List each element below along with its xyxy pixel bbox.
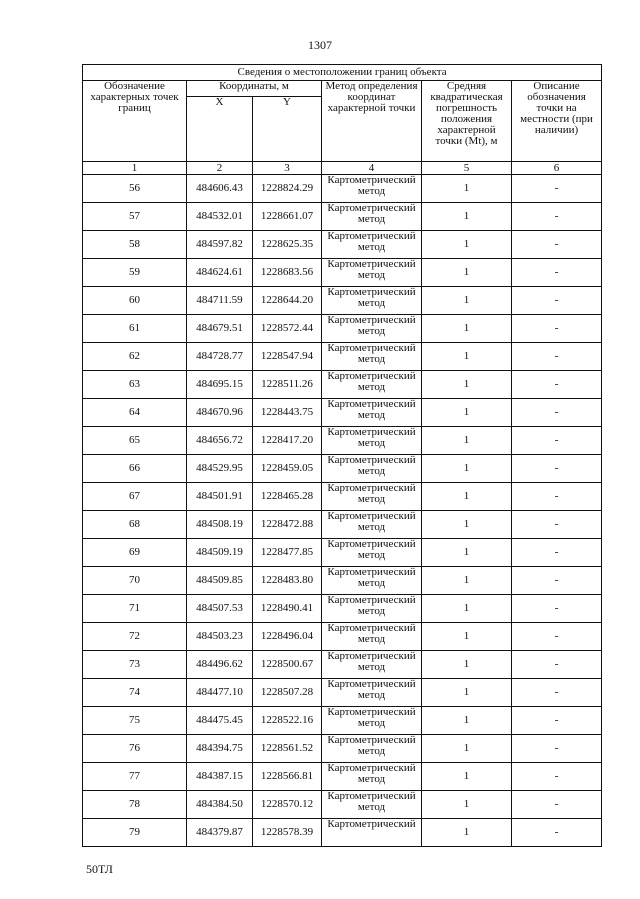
- point-cell: 71: [83, 595, 187, 623]
- table-row: [83, 651, 602, 679]
- table-title: [83, 65, 602, 81]
- y-coordinate-cell: 1228561.52: [253, 735, 322, 763]
- description-cell: -: [512, 791, 602, 819]
- method-cell: [322, 231, 422, 259]
- accuracy-cell: 1: [422, 567, 512, 595]
- accuracy-cell: 1: [422, 427, 512, 455]
- method-cell: [322, 371, 422, 399]
- method-line: Картометрический: [327, 454, 416, 466]
- description-cell: -: [512, 707, 602, 735]
- accuracy-cell: 1: [422, 791, 512, 819]
- y-coordinate-cell: 1228459.05: [253, 455, 322, 483]
- method-line: метод: [357, 605, 386, 617]
- point-cell: 61: [83, 315, 187, 343]
- description-cell: -: [512, 175, 602, 203]
- description-cell: -: [512, 539, 602, 567]
- method-cell: [322, 511, 422, 539]
- y-coordinate-cell: 1228625.35: [253, 231, 322, 259]
- description-cell: -: [512, 287, 602, 315]
- accuracy-cell: 1: [422, 651, 512, 679]
- y-coordinate-cell: 1228443.75: [253, 399, 322, 427]
- header-method: Метод определения координат характерной точки: [322, 81, 422, 162]
- table-row: [83, 595, 602, 623]
- method-cell: [322, 763, 422, 791]
- method-cell: [322, 539, 422, 567]
- x-coordinate-cell: 484679.51: [187, 315, 253, 343]
- description-cell: -: [512, 819, 602, 847]
- table-row: [83, 539, 602, 567]
- x-coordinate-cell: 484496.62: [187, 651, 253, 679]
- method-line: метод: [357, 745, 386, 757]
- x-coordinate-cell: 484624.61: [187, 259, 253, 287]
- method-line: Картометрический: [327, 762, 416, 774]
- table-row: [83, 567, 602, 595]
- x-coordinate-cell: 484695.15: [187, 371, 253, 399]
- method-cell: [322, 287, 422, 315]
- table-row: [83, 819, 602, 847]
- page-number: 1307: [308, 38, 332, 52]
- table-row: [83, 763, 602, 791]
- method-line: метод: [357, 409, 386, 421]
- x-coordinate-cell: 484384.50: [187, 791, 253, 819]
- point-cell: 56: [83, 175, 187, 203]
- method-cell: [322, 819, 422, 847]
- y-coordinate-cell: 1228824.29: [253, 175, 322, 203]
- method-line: метод: [357, 577, 386, 589]
- method-cell: [322, 567, 422, 595]
- accuracy-cell: 1: [422, 819, 512, 847]
- point-cell: 65: [83, 427, 187, 455]
- point-cell: 57: [83, 203, 187, 231]
- description-cell: -: [512, 259, 602, 287]
- x-coordinate-cell: 484656.72: [187, 427, 253, 455]
- table-title-text: Сведения о местоположении границ объекта: [237, 66, 447, 78]
- accuracy-cell: 1: [422, 259, 512, 287]
- description-cell: -: [512, 483, 602, 511]
- column-number: 5: [422, 162, 512, 175]
- point-cell: 63: [83, 371, 187, 399]
- table-body: [83, 175, 602, 847]
- header-x: X: [187, 97, 253, 162]
- y-coordinate-cell: 1228661.07: [253, 203, 322, 231]
- accuracy-cell: 1: [422, 595, 512, 623]
- y-coordinate-cell: 1228490.41: [253, 595, 322, 623]
- accuracy-cell: 1: [422, 707, 512, 735]
- accuracy-cell: 1: [422, 343, 512, 371]
- method-cell: [322, 315, 422, 343]
- method-line: Картометрический: [327, 650, 416, 662]
- y-coordinate-cell: 1228496.04: [253, 623, 322, 651]
- table-row: [83, 203, 602, 231]
- table-row: [83, 707, 602, 735]
- table-row: [83, 343, 602, 371]
- method-line: метод: [357, 773, 386, 785]
- y-coordinate-cell: 1228566.81: [253, 763, 322, 791]
- y-coordinate-cell: 1228465.28: [253, 483, 322, 511]
- method-cell: [322, 203, 422, 231]
- table-row: [83, 259, 602, 287]
- point-cell: 59: [83, 259, 187, 287]
- description-cell: -: [512, 651, 602, 679]
- description-cell: -: [512, 623, 602, 651]
- method-line: метод: [357, 353, 386, 365]
- description-cell: -: [512, 679, 602, 707]
- method-line: метод: [357, 689, 386, 701]
- method-line: метод: [357, 661, 386, 673]
- column-number: 4: [322, 162, 422, 175]
- accuracy-cell: 1: [422, 455, 512, 483]
- header-coordinates: Координаты, м: [187, 81, 322, 97]
- header-accuracy: Средняя квадратическая погрешность положения характерной точки (Mt), м: [422, 81, 512, 162]
- y-coordinate-cell: 1228507.28: [253, 679, 322, 707]
- point-cell: 60: [83, 287, 187, 315]
- method-cell: [322, 707, 422, 735]
- point-cell: 69: [83, 539, 187, 567]
- point-cell: 67: [83, 483, 187, 511]
- description-cell: -: [512, 427, 602, 455]
- accuracy-cell: 1: [422, 371, 512, 399]
- method-cell: [322, 791, 422, 819]
- x-coordinate-cell: 484477.10: [187, 679, 253, 707]
- method-line: Картометрический: [327, 314, 416, 326]
- footer-code: 50ТЛ: [86, 862, 113, 876]
- y-coordinate-cell: 1228483.80: [253, 567, 322, 595]
- point-cell: 68: [83, 511, 187, 539]
- method-line: Картометрический: [327, 258, 416, 270]
- description-cell: -: [512, 203, 602, 231]
- description-cell: -: [512, 343, 602, 371]
- method-line: Картометрический: [327, 706, 416, 718]
- point-cell: 73: [83, 651, 187, 679]
- column-number: 1: [83, 162, 187, 175]
- method-line: Картометрический: [327, 622, 416, 634]
- header-designation: Обозначение характерных точек границ: [83, 81, 187, 162]
- method-cell: [322, 455, 422, 483]
- y-coordinate-cell: 1228522.16: [253, 707, 322, 735]
- accuracy-cell: 1: [422, 511, 512, 539]
- method-line: метод: [357, 241, 386, 253]
- table-row: [83, 735, 602, 763]
- column-number: 2: [187, 162, 253, 175]
- y-coordinate-cell: 1228500.67: [253, 651, 322, 679]
- accuracy-cell: 1: [422, 763, 512, 791]
- method-line: Картометрический: [327, 398, 416, 410]
- method-cell: [322, 259, 422, 287]
- method-line: метод: [357, 381, 386, 393]
- table-row: [83, 315, 602, 343]
- accuracy-cell: 1: [422, 539, 512, 567]
- method-line: метод: [357, 297, 386, 309]
- x-coordinate-cell: 484475.45: [187, 707, 253, 735]
- method-line: Картометрический: [327, 174, 416, 186]
- point-cell: 72: [83, 623, 187, 651]
- x-coordinate-cell: 484509.85: [187, 567, 253, 595]
- y-coordinate-cell: 1228570.12: [253, 791, 322, 819]
- table-row: [83, 483, 602, 511]
- table-row: [83, 287, 602, 315]
- table-row: [83, 231, 602, 259]
- method-line: метод: [357, 185, 386, 197]
- method-line: метод: [357, 521, 386, 533]
- method-line: Картометрический: [327, 370, 416, 382]
- method-cell: [322, 483, 422, 511]
- description-cell: -: [512, 231, 602, 259]
- x-coordinate-cell: 484387.15: [187, 763, 253, 791]
- accuracy-cell: 1: [422, 399, 512, 427]
- header-y: Y: [253, 97, 322, 162]
- method-line: метод: [357, 633, 386, 645]
- table-row: [83, 427, 602, 455]
- method-line: Картометрический: [327, 510, 416, 522]
- x-coordinate-cell: 484509.19: [187, 539, 253, 567]
- method-cell: [322, 623, 422, 651]
- x-coordinate-cell: 484728.77: [187, 343, 253, 371]
- method-line: метод: [357, 325, 386, 337]
- header-description: Описание обозначения точки на местности (при наличии): [512, 81, 602, 162]
- point-cell: 77: [83, 763, 187, 791]
- method-line: Картометрический: [327, 818, 416, 830]
- method-cell: [322, 651, 422, 679]
- accuracy-cell: 1: [422, 287, 512, 315]
- accuracy-cell: 1: [422, 483, 512, 511]
- y-coordinate-cell: 1228547.94: [253, 343, 322, 371]
- method-line: Картометрический: [327, 286, 416, 298]
- method-line: метод: [357, 717, 386, 729]
- column-number: 3: [253, 162, 322, 175]
- y-coordinate-cell: 1228644.20: [253, 287, 322, 315]
- y-coordinate-cell: 1228578.39: [253, 819, 322, 847]
- column-number: 6: [512, 162, 602, 175]
- x-coordinate-cell: 484501.91: [187, 483, 253, 511]
- method-line: метод: [357, 437, 386, 449]
- x-coordinate-cell: 484711.59: [187, 287, 253, 315]
- table-row: [83, 623, 602, 651]
- description-cell: -: [512, 399, 602, 427]
- description-cell: -: [512, 511, 602, 539]
- point-cell: 70: [83, 567, 187, 595]
- x-coordinate-cell: 484508.19: [187, 511, 253, 539]
- method-line: Картометрический: [327, 342, 416, 354]
- accuracy-cell: 1: [422, 203, 512, 231]
- boundary-coordinates-table: [82, 64, 602, 847]
- method-line: метод: [357, 213, 386, 225]
- y-coordinate-cell: 1228477.85: [253, 539, 322, 567]
- point-cell: 64: [83, 399, 187, 427]
- table-row: [83, 175, 602, 203]
- x-coordinate-cell: 484597.82: [187, 231, 253, 259]
- table-row: [83, 371, 602, 399]
- method-line: Картометрический: [327, 426, 416, 438]
- method-cell: [322, 343, 422, 371]
- x-coordinate-cell: 484606.43: [187, 175, 253, 203]
- x-coordinate-cell: 484379.87: [187, 819, 253, 847]
- table-row: [83, 679, 602, 707]
- method-cell: [322, 735, 422, 763]
- description-cell: -: [512, 315, 602, 343]
- table-row: [83, 791, 602, 819]
- method-line: Картометрический: [327, 678, 416, 690]
- description-cell: -: [512, 735, 602, 763]
- method-cell: [322, 427, 422, 455]
- description-cell: -: [512, 455, 602, 483]
- method-line: Картометрический: [327, 790, 416, 802]
- description-cell: -: [512, 763, 602, 791]
- point-cell: 62: [83, 343, 187, 371]
- y-coordinate-cell: 1228511.26: [253, 371, 322, 399]
- point-cell: 66: [83, 455, 187, 483]
- x-coordinate-cell: 484394.75: [187, 735, 253, 763]
- description-cell: -: [512, 595, 602, 623]
- x-coordinate-cell: 484529.95: [187, 455, 253, 483]
- method-cell: [322, 595, 422, 623]
- table-row: [83, 511, 602, 539]
- accuracy-cell: 1: [422, 735, 512, 763]
- description-cell: -: [512, 371, 602, 399]
- point-cell: 75: [83, 707, 187, 735]
- accuracy-cell: 1: [422, 623, 512, 651]
- x-coordinate-cell: 484503.23: [187, 623, 253, 651]
- method-line: метод: [357, 465, 386, 477]
- x-coordinate-cell: 484507.53: [187, 595, 253, 623]
- y-coordinate-cell: 1228417.20: [253, 427, 322, 455]
- point-cell: 79: [83, 819, 187, 847]
- method-line: Картометрический: [327, 202, 416, 214]
- accuracy-cell: 1: [422, 231, 512, 259]
- y-coordinate-cell: 1228572.44: [253, 315, 322, 343]
- method-line: Картометрический: [327, 594, 416, 606]
- method-line: метод: [357, 549, 386, 561]
- table-row: [83, 399, 602, 427]
- method-line: метод: [357, 801, 386, 813]
- point-cell: 58: [83, 231, 187, 259]
- table-row: [83, 455, 602, 483]
- method-line: Картометрический: [327, 482, 416, 494]
- method-cell: [322, 679, 422, 707]
- method-cell: [322, 175, 422, 203]
- point-cell: 74: [83, 679, 187, 707]
- method-line: метод: [357, 269, 386, 281]
- point-cell: 76: [83, 735, 187, 763]
- method-line: Картометрический: [327, 230, 416, 242]
- method-line: Картометрический: [327, 538, 416, 550]
- method-cell: [322, 399, 422, 427]
- y-coordinate-cell: 1228472.88: [253, 511, 322, 539]
- method-line: метод: [357, 493, 386, 505]
- method-line: Картометрический: [327, 566, 416, 578]
- x-coordinate-cell: 484670.96: [187, 399, 253, 427]
- description-cell: -: [512, 567, 602, 595]
- accuracy-cell: 1: [422, 679, 512, 707]
- x-coordinate-cell: 484532.01: [187, 203, 253, 231]
- method-line: Картометрический: [327, 734, 416, 746]
- point-cell: 78: [83, 791, 187, 819]
- accuracy-cell: 1: [422, 315, 512, 343]
- y-coordinate-cell: 1228683.56: [253, 259, 322, 287]
- accuracy-cell: 1: [422, 175, 512, 203]
